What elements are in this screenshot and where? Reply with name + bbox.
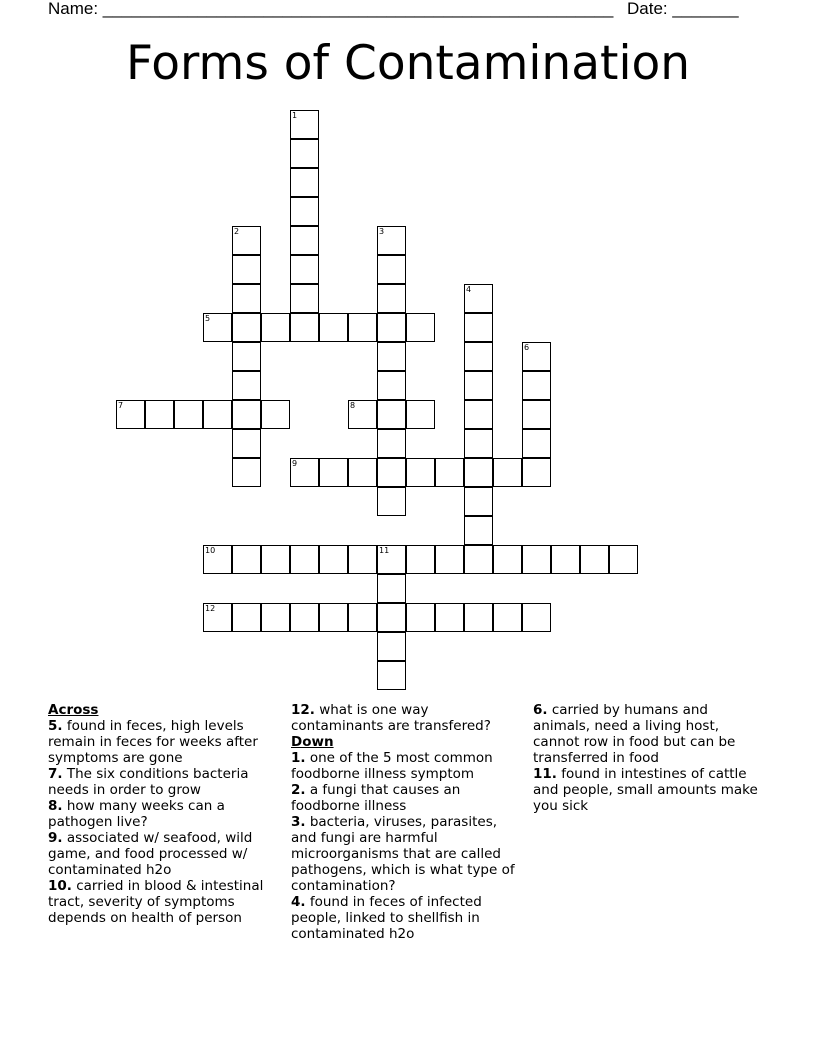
cell-number: 8 — [350, 401, 356, 410]
grid-cell[interactable] — [377, 313, 406, 342]
grid-cell[interactable] — [406, 313, 435, 342]
cell-number: 10 — [205, 546, 216, 555]
cell-number: 4 — [466, 285, 472, 294]
clue-across-8 — [48, 798, 284, 830]
grid-cell[interactable] — [290, 284, 319, 313]
name-field-line[interactable]: Name: ______________________________________________________ — [48, 0, 614, 18]
grid-cell[interactable] — [261, 313, 290, 342]
grid-cell[interactable] — [203, 400, 232, 429]
grid-cell[interactable] — [464, 545, 493, 574]
grid-cell[interactable] — [464, 400, 493, 429]
clue-number: 8. — [48, 798, 63, 814]
grid-cell[interactable] — [377, 661, 406, 690]
grid-cell[interactable] — [377, 603, 406, 632]
cell-number: 6 — [524, 343, 530, 352]
grid-cell[interactable] — [493, 603, 522, 632]
grid-cell[interactable] — [290, 197, 319, 226]
grid-cell[interactable] — [522, 545, 551, 574]
clue-across-10 — [48, 878, 284, 926]
grid-cell[interactable] — [609, 545, 638, 574]
clue-text: how many weeks can a pathogen live? — [48, 798, 225, 830]
clue-number: 7. — [48, 766, 63, 782]
grid-cell[interactable] — [232, 458, 261, 487]
grid-cell[interactable] — [319, 603, 348, 632]
grid-cell[interactable] — [522, 603, 551, 632]
grid-cell[interactable] — [435, 545, 464, 574]
grid-cell[interactable] — [522, 458, 551, 487]
grid-cell[interactable] — [261, 603, 290, 632]
clue-across-9 — [48, 830, 284, 878]
grid-cell[interactable] — [232, 603, 261, 632]
grid-cell[interactable] — [522, 400, 551, 429]
grid-cell[interactable] — [464, 313, 493, 342]
grid-cell[interactable] — [493, 545, 522, 574]
grid-cell[interactable] — [348, 545, 377, 574]
grid-cell[interactable] — [290, 139, 319, 168]
grid-cell[interactable] — [406, 545, 435, 574]
grid-cell[interactable] — [203, 603, 232, 632]
grid-cell[interactable] — [493, 458, 522, 487]
grid-cell[interactable] — [406, 400, 435, 429]
grid-cell[interactable] — [290, 255, 319, 284]
grid-cell[interactable] — [377, 284, 406, 313]
cell-number: 7 — [118, 401, 124, 410]
clues-column-1 — [48, 702, 284, 926]
grid-cell[interactable] — [261, 545, 290, 574]
clue-number: 6. — [533, 702, 548, 718]
clue-text: carried in blood & intestinal tract, severity of symptoms depends on health of person — [48, 878, 264, 926]
grid-cell[interactable] — [232, 342, 261, 371]
grid-cell[interactable] — [522, 371, 551, 400]
grid-cell[interactable] — [232, 255, 261, 284]
grid-cell[interactable] — [522, 429, 551, 458]
cell-number: 12 — [205, 604, 216, 613]
grid-cell[interactable] — [464, 284, 493, 313]
clue-across-7 — [48, 766, 284, 798]
clue-number: 11. — [533, 766, 557, 782]
clue-number: 12. — [291, 702, 315, 718]
clue-text: what is one way contaminants are transfered? — [291, 702, 491, 734]
clue-number: 9. — [48, 830, 63, 846]
clue-number: 10. — [48, 878, 72, 894]
clues-column-2 — [291, 702, 521, 942]
clue-down-4 — [291, 894, 521, 942]
page-title: Forms of Contamination — [125, 36, 691, 91]
clue-down-2 — [291, 782, 521, 814]
clue-text: The six conditions bacteria needs in order to grow — [48, 766, 249, 798]
grid-cell[interactable] — [377, 226, 406, 255]
grid-cell[interactable] — [203, 545, 232, 574]
clue-number: 5. — [48, 718, 63, 734]
grid-cell[interactable] — [377, 487, 406, 516]
cell-number: 9 — [292, 459, 298, 468]
grid-cell[interactable] — [377, 255, 406, 284]
clue-down-11 — [533, 766, 769, 814]
clue-down-3 — [291, 814, 521, 894]
grid-cell[interactable] — [377, 342, 406, 371]
grid-cell[interactable] — [348, 458, 377, 487]
grid-cell[interactable] — [290, 603, 319, 632]
clue-text: a fungi that causes an foodborne illness — [291, 782, 461, 814]
across-heading: Across — [48, 702, 99, 718]
grid-cell[interactable] — [522, 342, 551, 371]
date-field-line[interactable]: Date: _______ — [627, 0, 739, 18]
grid-cell[interactable] — [203, 313, 232, 342]
clue-text: found in feces of infected people, linked to shellfish in contaminated h2o — [291, 894, 482, 942]
grid-cell[interactable] — [464, 603, 493, 632]
grid-cell[interactable] — [464, 516, 493, 545]
grid-cell[interactable] — [232, 226, 261, 255]
clue-text: carried by humans and animals, need a living host, cannot row in food but can be transferred in food — [533, 702, 736, 766]
cell-number: 2 — [234, 227, 240, 236]
grid-cell[interactable] — [348, 313, 377, 342]
grid-cell[interactable] — [464, 342, 493, 371]
grid-cell[interactable] — [232, 284, 261, 313]
grid-cell[interactable] — [377, 458, 406, 487]
grid-cell[interactable] — [290, 545, 319, 574]
grid-cell[interactable] — [377, 632, 406, 661]
grid-cell[interactable] — [232, 545, 261, 574]
clue-text: found in feces, high levels remain in feces for weeks after symptoms are gone — [48, 718, 258, 766]
grid-cell[interactable] — [290, 110, 319, 139]
grid-cell[interactable] — [406, 603, 435, 632]
grid-cell[interactable] — [377, 545, 406, 574]
grid-cell[interactable] — [290, 313, 319, 342]
grid-cell[interactable] — [377, 574, 406, 603]
grid-cell[interactable] — [116, 400, 145, 429]
cell-number: 1 — [292, 111, 298, 120]
clue-across-5 — [48, 718, 284, 766]
grid-cell[interactable] — [174, 400, 203, 429]
clue-number: 1. — [291, 750, 306, 766]
grid-cell[interactable] — [319, 545, 348, 574]
grid-cell[interactable] — [348, 603, 377, 632]
grid-cell[interactable] — [464, 487, 493, 516]
grid-cell[interactable] — [435, 603, 464, 632]
grid-cell[interactable] — [580, 545, 609, 574]
clue-down-6 — [533, 702, 769, 766]
grid-cell[interactable] — [464, 429, 493, 458]
grid-cell[interactable] — [290, 226, 319, 255]
grid-cell[interactable] — [377, 400, 406, 429]
grid-cell[interactable] — [319, 313, 348, 342]
grid-cell[interactable] — [551, 545, 580, 574]
grid-cell[interactable] — [406, 458, 435, 487]
grid-cell[interactable] — [145, 400, 174, 429]
grid-cell[interactable] — [232, 313, 261, 342]
grid-cell[interactable] — [290, 458, 319, 487]
clue-down-1 — [291, 750, 521, 782]
clue-number: 4. — [291, 894, 306, 910]
grid-cell[interactable] — [435, 458, 464, 487]
grid-cell[interactable] — [232, 429, 261, 458]
clue-text: found in intestines of cattle and people, small amounts make you sick — [533, 766, 758, 814]
grid-cell[interactable] — [348, 400, 377, 429]
grid-cell[interactable] — [232, 400, 261, 429]
grid-cell[interactable] — [377, 371, 406, 400]
grid-cell[interactable] — [261, 400, 290, 429]
cell-number: 5 — [205, 314, 211, 323]
grid-cell[interactable] — [290, 168, 319, 197]
clue-text: associated w/ seafood, wild game, and food processed w/ contaminated h2o — [48, 830, 253, 878]
grid-cell[interactable] — [232, 371, 261, 400]
cell-number: 3 — [379, 227, 385, 236]
grid-cell[interactable] — [319, 458, 348, 487]
grid-cell[interactable] — [377, 429, 406, 458]
clue-across-12 — [291, 702, 521, 734]
clue-number: 3. — [291, 814, 306, 830]
down-heading: Down — [291, 734, 334, 750]
cell-number: 11 — [379, 546, 390, 555]
clues-column-3 — [533, 702, 769, 814]
clue-number: 2. — [291, 782, 306, 798]
clue-text: bacteria, viruses, parasites, and fungi are harmful microorganisms that are called pathogens, which is what type of contamination? — [291, 814, 515, 894]
grid-cell[interactable] — [464, 371, 493, 400]
clue-text: one of the 5 most common foodborne illness symptom — [291, 750, 493, 782]
grid-cell[interactable] — [464, 458, 493, 487]
